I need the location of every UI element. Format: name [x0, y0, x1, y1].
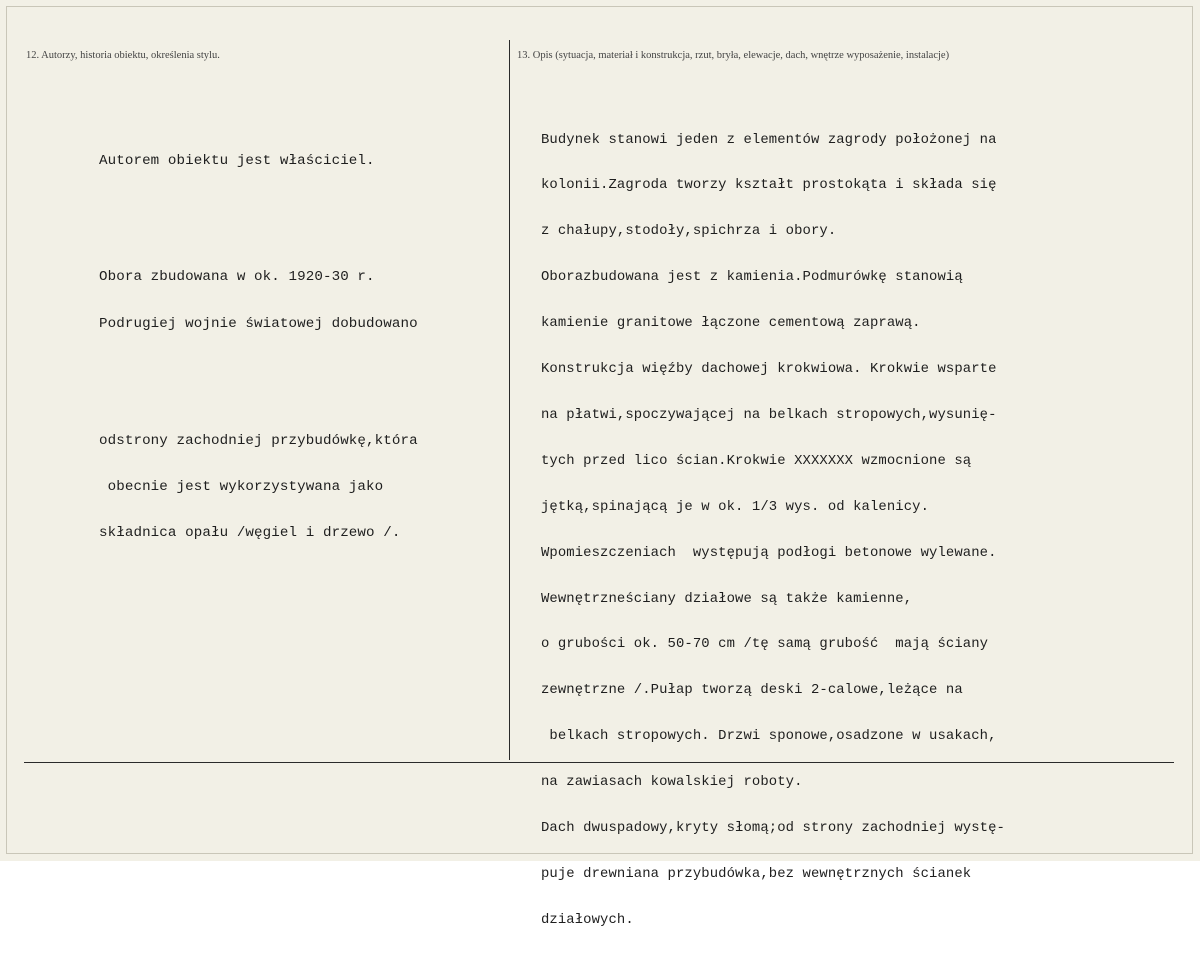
text-line: z chałupy,stodoły,spichrza i obory. [541, 223, 837, 240]
text-line: na płatwi,spoczywającej na belkach stropowych,wysunię- [541, 406, 997, 423]
text-line: odstrony zachodniej przybudówkę,która [99, 432, 418, 449]
extension-paragraph [99, 403, 418, 572]
text-line: belkach stropowych. Drzwi sponowe,osadzone w usakach, [541, 728, 997, 745]
text-line: tych przed lico ścian.Krokwie XXXXXXX wzmocnione są [541, 452, 972, 469]
text-line: zewnętrzne /.Pułap tworzą deski 2-calowe,leżące na [541, 682, 963, 699]
text-line: obecnie jest wykorzystywana jako [99, 478, 384, 495]
field-13-label: 13. Opis (sytuacja, materiał i konstrukcja, rzut, bryła, elewacje, dach, wnętrze wyposażenie, instalacje) [517, 50, 950, 61]
text-line: Wewnętrzneściany działowe są także kamienne, [541, 590, 913, 607]
author-paragraph [99, 123, 418, 200]
field-13-text [541, 102, 1005, 959]
text-line: składnica opału /węgiel i drzewo /. [99, 524, 401, 541]
text-line: Obora zbudowana w ok. 1920-30 r. [99, 269, 375, 286]
text-line: Konstrukcja więźby dachowej krokwiowa. Krokwie wsparte [541, 361, 997, 378]
bottom-rule [24, 762, 1174, 763]
history-paragraph [99, 240, 418, 363]
text-line: puje drewniana przybudówka,bez wewnętrznych ścianek [541, 865, 972, 882]
text-line: Dach dwuspadowy,kryty słomą;od strony zachodniej wystę- [541, 819, 1005, 836]
text-line: o grubości ok. 50-70 cm /tę samą grubość mają ściany [541, 636, 989, 653]
text-line: kolonii.Zagroda tworzy kształt prostokąta i składa się [541, 177, 997, 194]
field-12-text [99, 92, 418, 612]
column-divider [509, 40, 510, 760]
text-line: Budynek stanowi jeden z elementów zagrody położonej na [541, 131, 997, 148]
text-line: jętką,spinającą je w ok. 1/3 wys. od kalenicy. [541, 498, 930, 515]
text-line: Autorem obiektu jest właściciel. [99, 152, 375, 169]
text-line: Podrugiej wojnie światowej dobudowano [99, 315, 418, 332]
text-line: działowych. [541, 911, 634, 928]
text-line: Oborazbudowana jest z kamienia.Podmurówkę stanowią [541, 269, 963, 286]
text-line: kamienie granitowe łączone cementową zaprawą. [541, 315, 921, 332]
text-line: Wpomieszczeniach występują podłogi betonowe wylewane. [541, 544, 997, 561]
text-line: na zawiasach kowalskiej roboty. [541, 774, 803, 791]
field-12-label: 12. Autorzy, historia obiektu, określenia stylu. [26, 50, 220, 61]
